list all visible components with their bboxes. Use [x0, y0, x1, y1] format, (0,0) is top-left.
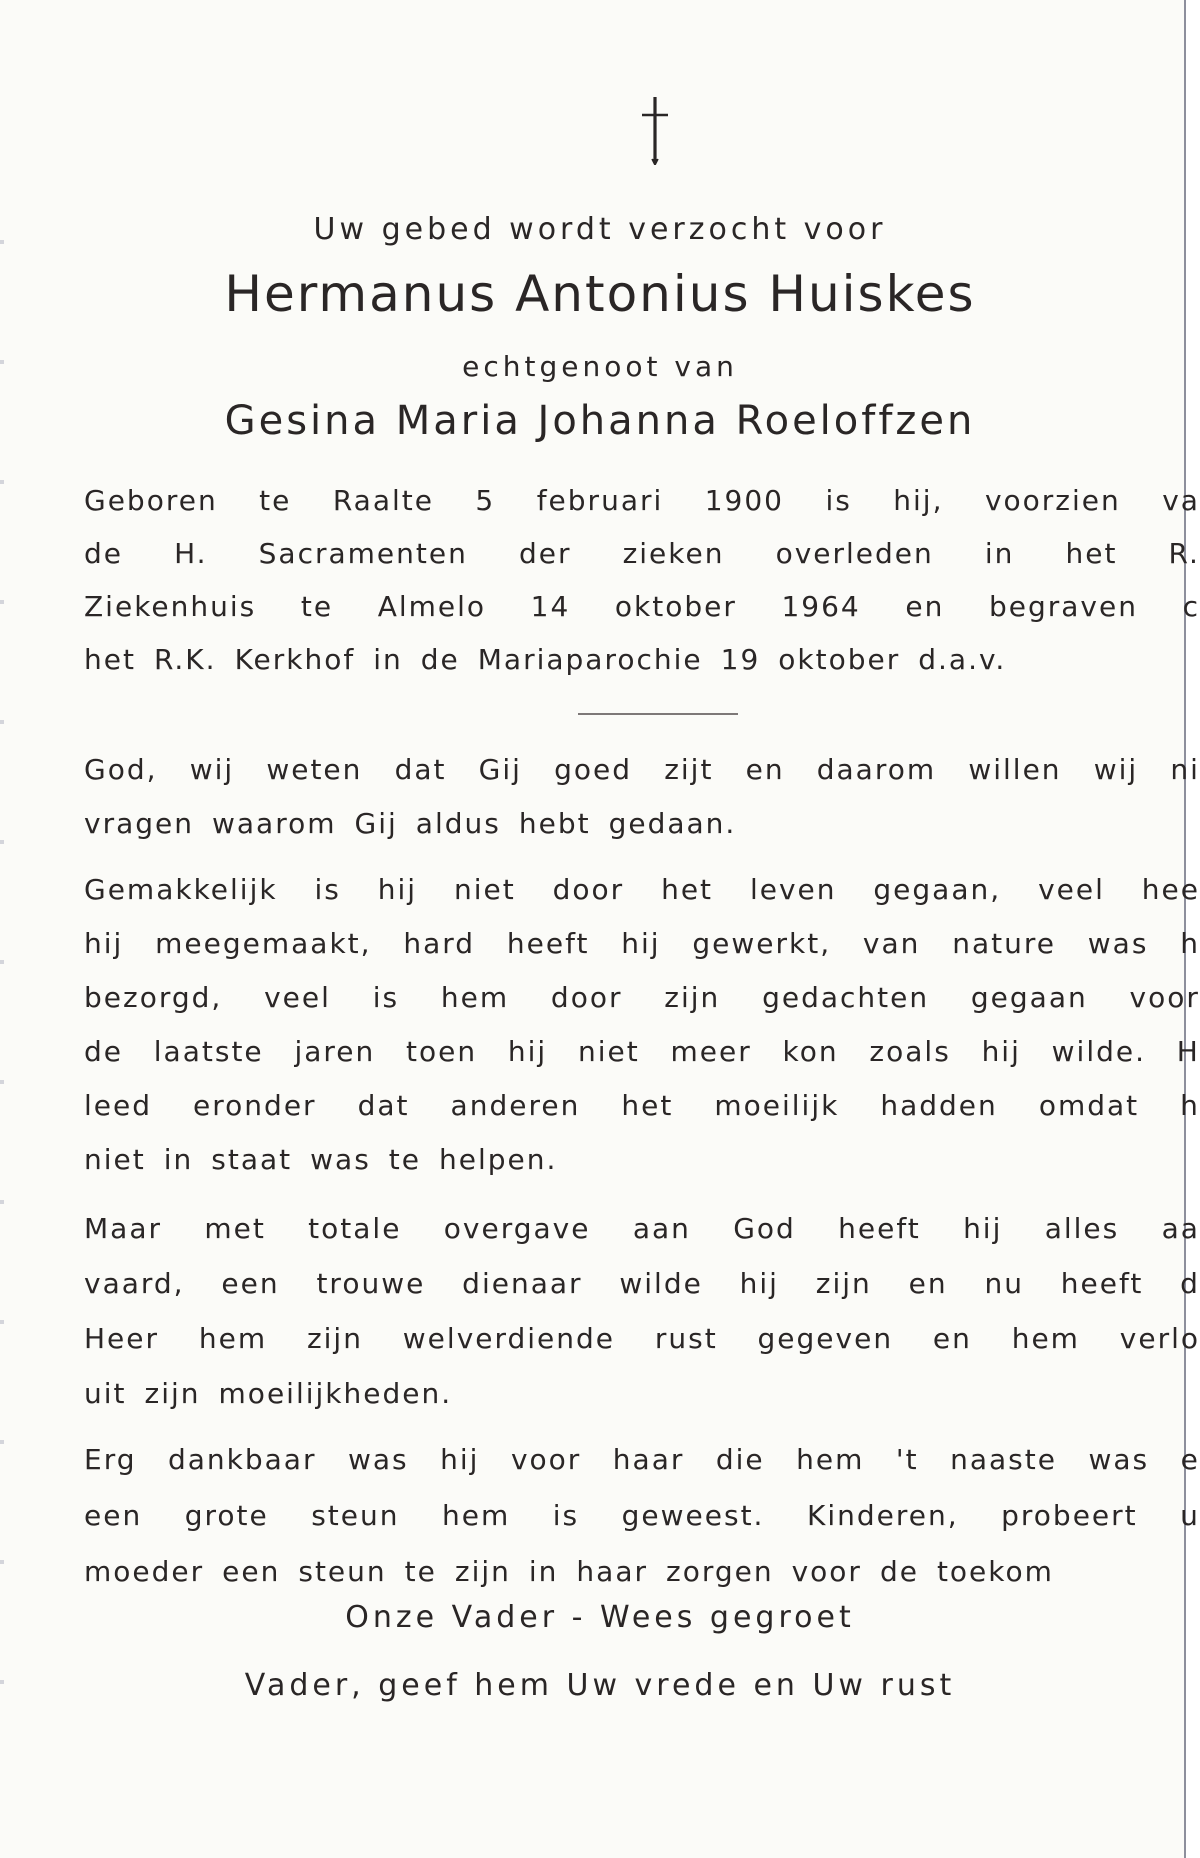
word: veel	[264, 981, 331, 1014]
word: het	[1065, 537, 1118, 570]
bio-lines-line	[84, 534, 1200, 574]
word: in	[163, 1143, 194, 1176]
word: d.a.v.	[918, 643, 1007, 676]
word: hem	[440, 981, 510, 1014]
word: zoals	[869, 1035, 951, 1068]
word: heeft	[1060, 1267, 1144, 1300]
word: overleden	[775, 537, 934, 570]
paragraph-4-line	[84, 1496, 1200, 1536]
paragraph-4-line	[84, 1552, 1200, 1592]
word: hij,	[893, 484, 944, 517]
word: 14	[530, 590, 571, 623]
word: moeilijk	[714, 1089, 840, 1122]
paragraph-3-line	[84, 1264, 1200, 1304]
word: waarom	[212, 807, 337, 840]
word: anderen	[450, 1089, 581, 1122]
word: de	[84, 537, 123, 570]
word: overgave	[443, 1212, 591, 1245]
word: goed	[554, 753, 633, 786]
paragraph-2-line	[84, 1032, 1200, 1072]
word: oktober	[778, 643, 901, 676]
word: een	[222, 1555, 281, 1588]
bio-lines-line	[84, 481, 1200, 521]
word: nu	[984, 1267, 1024, 1300]
word: alles	[1044, 1212, 1120, 1245]
word: niet	[84, 1143, 146, 1176]
word: gegaan	[970, 981, 1088, 1014]
word: is	[372, 981, 400, 1014]
word: is	[825, 484, 852, 517]
word: jaren	[294, 1035, 376, 1068]
word: hee	[1141, 873, 1200, 906]
word: Geboren	[84, 484, 218, 517]
word: e	[1180, 1443, 1200, 1476]
word: gewerkt,	[692, 927, 832, 960]
word: hem	[442, 1499, 511, 1532]
word: een	[84, 1499, 143, 1532]
word: Mariaparochie	[477, 643, 703, 676]
paragraph-2-line	[84, 1086, 1200, 1126]
word: 5	[475, 484, 496, 517]
word: aldus	[415, 807, 501, 840]
word: hij	[84, 927, 124, 960]
word: toekom	[936, 1555, 1054, 1588]
word: grote	[184, 1499, 269, 1532]
word: te	[259, 484, 292, 517]
word: en	[905, 590, 945, 623]
word: in	[528, 1555, 559, 1588]
word: zijt	[664, 753, 714, 786]
word: was	[1087, 927, 1149, 960]
word: trouwe	[316, 1267, 426, 1300]
word: daarom	[816, 753, 937, 786]
word: de	[84, 1035, 123, 1068]
word: Erg	[84, 1443, 137, 1476]
word: gedachten	[762, 981, 930, 1014]
word: R.	[1168, 537, 1200, 570]
word: is	[314, 873, 341, 906]
word: wilde.	[1051, 1035, 1147, 1068]
paragraph-2-line	[84, 924, 1200, 964]
word: de	[879, 1555, 919, 1588]
paragraph-1-line	[84, 804, 1200, 844]
word: zorgen	[666, 1555, 774, 1588]
word: hadden	[880, 1089, 998, 1122]
word: niet	[453, 873, 516, 906]
word: hij	[739, 1267, 779, 1300]
word: Kinderen,	[806, 1499, 959, 1532]
paragraph-3-line	[84, 1319, 1200, 1359]
paragraph-1-line	[84, 750, 1200, 790]
word: is	[552, 1499, 580, 1532]
word: ni	[1170, 753, 1200, 786]
word: toen	[406, 1035, 478, 1068]
word: hard	[403, 927, 476, 960]
word: te	[300, 590, 334, 623]
cross-icon	[640, 95, 670, 165]
paragraph-2-line	[84, 1140, 1200, 1180]
word: wilde	[619, 1267, 703, 1300]
word: met	[204, 1212, 266, 1245]
word: R.K.	[153, 643, 217, 676]
paragraph-3-line	[84, 1209, 1200, 1249]
word: voor	[791, 1555, 862, 1588]
bio-lines-line	[84, 587, 1200, 627]
word: va	[1162, 484, 1200, 517]
word: Gemakkelijk	[84, 873, 278, 906]
word: hij	[981, 1035, 1021, 1068]
word: d	[1180, 1267, 1200, 1300]
word: zijn	[454, 1555, 511, 1588]
word: hij	[963, 1212, 1003, 1245]
word: die	[715, 1443, 765, 1476]
word: hebt	[518, 807, 591, 840]
word: dat	[357, 1089, 410, 1122]
word: God	[733, 1212, 796, 1245]
word: niet	[578, 1035, 640, 1068]
word: meegemaakt,	[155, 927, 372, 960]
word: was	[310, 1143, 371, 1176]
word: en	[745, 753, 785, 786]
word: c	[1182, 590, 1200, 623]
word: moeder	[84, 1555, 205, 1588]
word: h	[1180, 1089, 1200, 1122]
word: rust	[654, 1322, 718, 1355]
word: voorzien	[984, 484, 1121, 517]
word: Ziekenhuis	[84, 590, 257, 623]
word: van	[862, 927, 921, 960]
word: hij	[507, 1035, 548, 1068]
word: te	[388, 1143, 422, 1176]
word: Kerkhof	[234, 643, 356, 676]
word: Maar	[84, 1212, 162, 1245]
word: hij	[440, 1443, 480, 1476]
word: hij	[621, 927, 661, 960]
word: Raalte	[332, 484, 434, 517]
word: gegeven	[757, 1322, 894, 1355]
word: aa	[1161, 1212, 1200, 1245]
word: laatste	[153, 1035, 264, 1068]
word: zijn	[815, 1267, 872, 1300]
word: heeft	[838, 1212, 921, 1245]
word: het	[621, 1089, 674, 1122]
word: en	[908, 1267, 948, 1300]
word: heeft	[506, 927, 590, 960]
word: welverdiende	[402, 1322, 616, 1355]
word: omdat	[1038, 1089, 1140, 1122]
word: leed	[84, 1089, 153, 1122]
prayer-line: Onze Vader - Wees gegroet	[345, 1600, 855, 1635]
word: hij	[377, 873, 418, 906]
word: gegaan,	[873, 873, 1002, 906]
word: dankbaar	[167, 1443, 317, 1476]
bio-lines-line	[84, 640, 1200, 680]
word: haar	[576, 1555, 648, 1588]
word: hem	[1011, 1322, 1080, 1355]
deceased-name: Hermanus Antonius Huiskes	[224, 265, 976, 323]
word: God,	[84, 753, 158, 786]
word: vaard,	[84, 1267, 185, 1300]
closing-line: Vader, geef hem Uw vrede en Uw rust	[244, 1668, 956, 1703]
word: voor	[510, 1443, 582, 1476]
spouse-label: echtgenoot van	[462, 350, 738, 383]
word: Gij	[354, 807, 398, 840]
word: begraven	[988, 590, 1138, 623]
paragraph-3-line	[84, 1374, 1200, 1414]
word: steun	[298, 1555, 387, 1588]
word: zijn	[664, 981, 721, 1014]
word: zijn	[144, 1377, 201, 1410]
word: het	[84, 643, 136, 676]
word: H.	[174, 537, 208, 570]
word: Heer	[84, 1322, 160, 1355]
word: te	[404, 1555, 437, 1588]
word: 1964	[781, 590, 861, 623]
word: wij	[189, 753, 235, 786]
word: kon	[782, 1035, 839, 1068]
word: hem	[198, 1322, 268, 1355]
paragraph-4-line	[84, 1440, 1200, 1480]
paragraph-2-line	[84, 870, 1200, 910]
word: aan	[632, 1212, 691, 1245]
word: was	[347, 1443, 409, 1476]
word: zieken	[622, 537, 725, 570]
word: dat	[394, 753, 447, 786]
word: en	[932, 1322, 972, 1355]
word: een	[221, 1267, 280, 1300]
word: oktober	[614, 590, 737, 623]
word: Gij	[478, 753, 522, 786]
word: hem	[796, 1443, 865, 1476]
word: naaste	[950, 1443, 1057, 1476]
word: staat	[211, 1143, 293, 1176]
word: veel	[1038, 873, 1105, 906]
word: wij	[1093, 753, 1139, 786]
word: meer	[670, 1035, 752, 1068]
word: moeilijkheden.	[218, 1377, 453, 1410]
word: het	[661, 873, 714, 906]
word: zijn	[306, 1322, 363, 1355]
word: eronder	[193, 1089, 317, 1122]
word: leven	[749, 873, 837, 906]
divider	[578, 713, 738, 715]
word: uit	[84, 1377, 127, 1410]
word: februari	[536, 484, 664, 517]
word: 't	[895, 1443, 919, 1476]
word: door	[550, 981, 623, 1014]
word: was	[1088, 1443, 1150, 1476]
word: weten	[266, 753, 363, 786]
word: H	[1176, 1035, 1200, 1068]
word: dienaar	[462, 1267, 583, 1300]
word: der	[518, 537, 572, 570]
word: Almelo	[377, 590, 487, 623]
word: h	[1180, 927, 1200, 960]
word: Sacramenten	[258, 537, 468, 570]
word: voor	[1129, 981, 1200, 1014]
word: steun	[311, 1499, 400, 1532]
word: willen	[968, 753, 1062, 786]
prayer-request: Uw gebed wordt verzocht voor	[313, 212, 887, 247]
word: nature	[952, 927, 1056, 960]
word: door	[552, 873, 625, 906]
word: 19	[720, 643, 761, 676]
word: probeert	[1001, 1499, 1138, 1532]
word: de	[420, 643, 460, 676]
word: vragen	[84, 807, 194, 840]
spouse-name: Gesina Maria Johanna Roeloffzen	[224, 398, 976, 444]
word: in	[373, 643, 403, 676]
word: gedaan.	[608, 807, 737, 840]
word: u	[1180, 1499, 1200, 1532]
paragraph-2-line	[84, 978, 1200, 1018]
word: 1900	[704, 484, 784, 517]
word: totale	[308, 1212, 402, 1245]
word: verlo	[1119, 1322, 1200, 1355]
word: bezorgd,	[84, 981, 223, 1014]
word: in	[984, 537, 1015, 570]
word: geweest.	[621, 1499, 765, 1532]
word: haar	[612, 1443, 685, 1476]
word: helpen.	[439, 1143, 558, 1176]
